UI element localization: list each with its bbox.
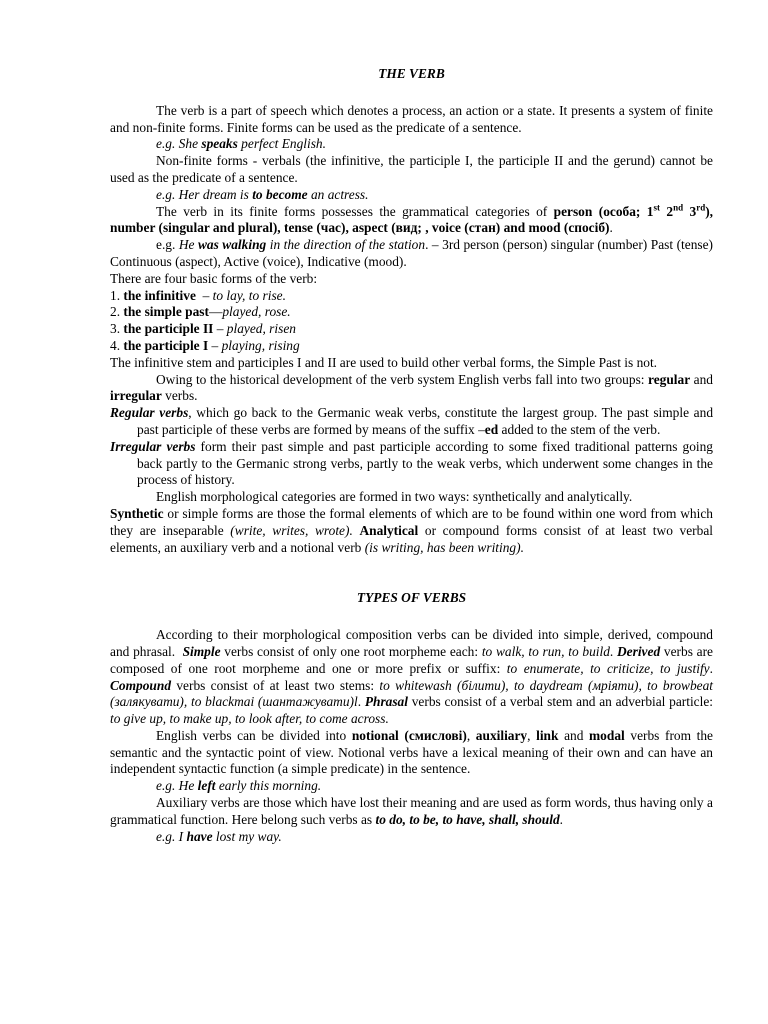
paragraph-morphological-composition: According to their morphological composition verbs can be divided into simple, derived, compound and phrasal. Simple verbs consist of only one root morpheme each: to walk, to run, to build. Derived verbs are composed of one root morpheme and one or more prefix or suffix: to enumerate, to criticize, to justify. Compound verbs consist of at least two stems: to whitewash (білити), to daydream (мріяти), to browbeat (залякувати), to blackmai (шантажувати)l. Phrasal verbs consist of a verbal stem and an adverbial particle: to give up, to make up, to look after, to come across. (110, 627, 717, 727)
paragraph-auxiliary-verbs: Auxiliary verbs are those which have lost their meaning and are used as form words, thus having only a grammatical function. Here belong such verbs as to do, to be, to have, shall, should. (110, 795, 713, 827)
forms-intro: There are four basic forms of the verb: (110, 270, 318, 286)
list-item: 2. the simple past—played, rose. (110, 304, 291, 320)
list-item: 3. the participle II – played, risen (110, 321, 296, 337)
paragraph-morphological-categories: English morphological categories are formed in two ways: synthetically and analytically. (156, 489, 633, 505)
example-sentence: e.g. She speaks perfect English. (156, 136, 326, 152)
section-title: TYPES OF VERBS (356, 590, 467, 606)
paragraph-regular-verbs: Regular verbs, which go back to the Germanic weak verbs, constitute the largest group. The past simple and past participle of these verbs are formed by means of the suffix –ed added to the stem of the verb. (110, 405, 714, 437)
paragraph-semantic-classes: English verbs can be divided into notional (смислові), auxiliary, link and modal verbs from the semantic and the syntactic point of view. Notional verbs have a lexical meaning of their own and can have an independent syntactic function (a simple predicate) in the sentence. (110, 727, 713, 777)
paragraph-infinitive-stem: The infinitive stem and participles I and II are used to build other verbal forms, the Simple Past is not. (110, 354, 658, 370)
example-sentence: e.g. He left early this morning. (156, 778, 322, 794)
paragraph-irregular-verbs: Irregular verbs form their past simple and past participle according to some fixed traditional patterns going back partly to the Germanic strong verbs, partly to the weak verbs, which underwent some changes in the process of history. (110, 438, 713, 488)
paragraph-categories: The verb in its finite forms possesses the grammatical categories of person (особа; 1st 2nd 3rd), number (singular and plural), tense (час), aspect (вид; , voice (стан) and mood (спосіб). (110, 202, 714, 236)
document-page (110, 66, 717, 845)
example-sentence: e.g. Her dream is to become an actress. (156, 186, 369, 202)
list-item: 4. the participle I – playing, rising (110, 337, 300, 353)
paragraph-verb-groups: Owing to the historical development of the verb system English verbs fall into two groups: regular and irregular verbs. (110, 371, 714, 404)
example-sentence: e.g. I have lost my way. (156, 828, 282, 844)
list-item: 1. the infinitive – to lay, to rise. (110, 287, 286, 303)
example-analysis: e.g. He was walking in the direction of the station. – 3rd person (person) singular (number) Past (tense) Continuous (aspect), Active (voice), Indicative (mood). (110, 237, 714, 269)
paragraph-verb-definition: The verb is a part of speech which denotes a process, an action or a state. It presents a system of finite and non-finite forms. Finite forms can be used as the predicate of a sentence. (110, 102, 713, 135)
paragraph-non-finite: Non-finite forms - verbals (the infinitive, the participle I, the participle II and the gerund) cannot be used as the predicate of a sentence. (110, 153, 713, 185)
paragraph-synthetic-analytical: Synthetic or simple forms are those the formal elements of which are to be found within one word from which they are inseparable (write, writes, wrote). Analytical or compound forms consist of at least two verbal elements, an auxiliary verb and a notional verb (is writing, has been writing). (110, 505, 713, 555)
page-title: THE VERB (378, 66, 445, 81)
